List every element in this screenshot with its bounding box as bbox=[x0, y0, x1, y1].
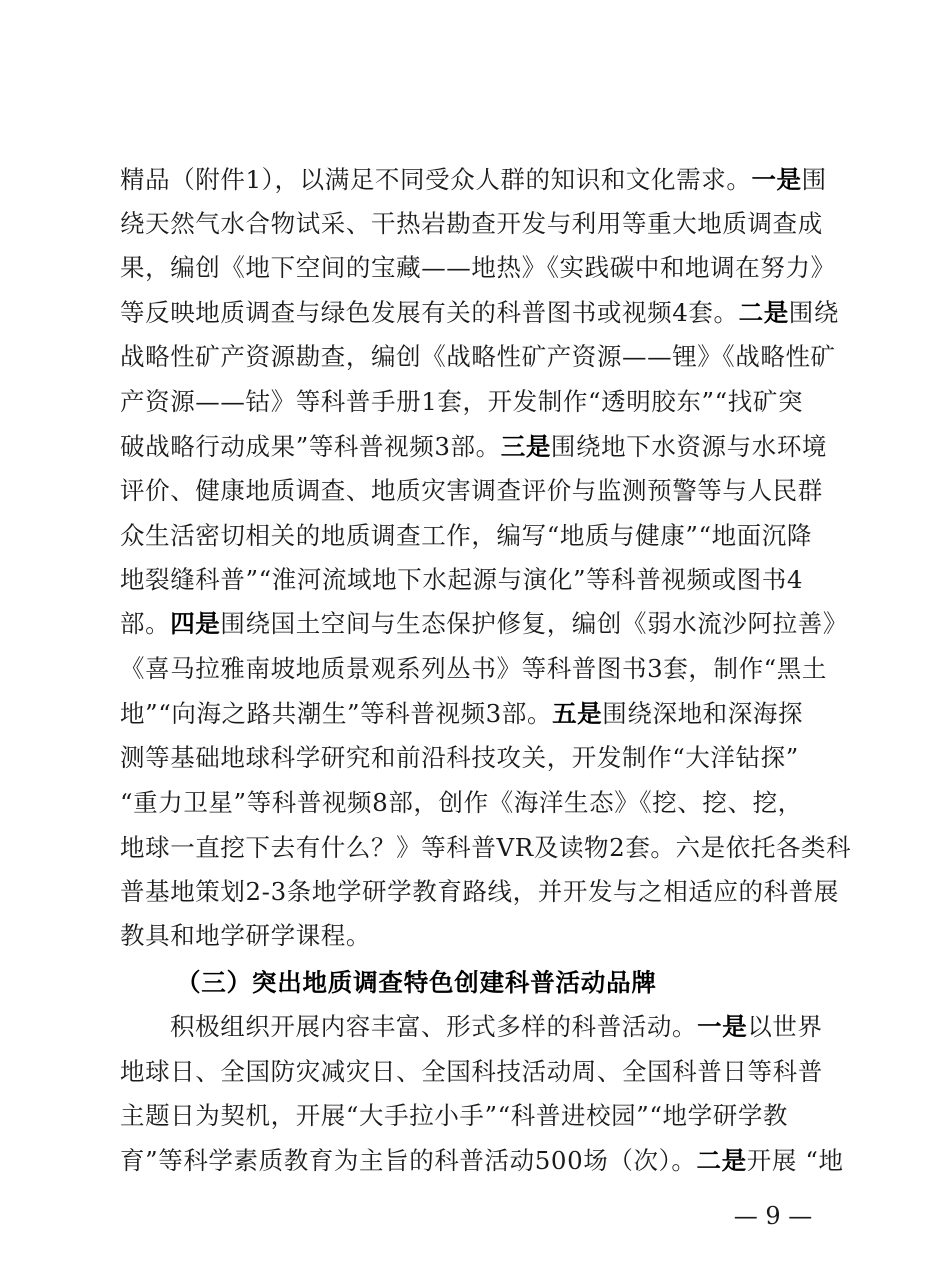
text-run: 围 bbox=[801, 165, 827, 194]
text-run: 精品（附件1），以满足不同受众人群的知识和文化需求。 bbox=[120, 165, 752, 194]
text-line bbox=[170, 1005, 832, 1049]
text-line bbox=[120, 158, 832, 202]
text-run: 围绕深地和深海探 bbox=[602, 699, 804, 728]
text-line bbox=[120, 602, 848, 646]
text-run: 围绕国土空间与生态保护修复，编创《弱水流沙阿拉善》 bbox=[220, 609, 848, 638]
emphasis: 二是 bbox=[696, 1146, 747, 1175]
emphasis: 四是 bbox=[170, 609, 221, 638]
emphasis: 三是 bbox=[500, 432, 551, 461]
emphasis: 二是 bbox=[738, 298, 789, 327]
text-line: 绕天然气水合物试采、干热岩勘查开发与利用等重大地质调查成 bbox=[120, 209, 823, 238]
section-heading: （三）突出地质调查特色创建科普活动品牌 bbox=[176, 968, 657, 997]
text-run: 地”“向海之路共潮生”等科普视频3部。 bbox=[120, 699, 553, 728]
text-line: 战略性矿产资源勘查，编创《战略性矿产资源——锂》《战略性矿 bbox=[120, 342, 836, 371]
emphasis: 一是 bbox=[697, 1012, 748, 1041]
text-line: 主题日为契机，开展“大手拉小手”“科普进校园”“地学研学教 bbox=[120, 1101, 789, 1130]
text-line: 地裂缝科普”“淮河流域地下水起源与演化”等科普视频或图书4 bbox=[120, 565, 804, 594]
text-run: 积极组织开展内容丰富、形式多样的科普活动。 bbox=[170, 1012, 698, 1041]
text-line bbox=[120, 1139, 844, 1183]
emphasis: 一是 bbox=[751, 165, 802, 194]
text-run: 破战略行动成果”等科普视频3部。 bbox=[120, 432, 501, 461]
text-line: “重力卫星”等科普视频8部，创作《海洋生态》《挖、挖、挖， bbox=[120, 788, 803, 817]
text-run: 以世界 bbox=[747, 1012, 823, 1041]
page-number: — 9 — bbox=[733, 1202, 813, 1230]
text-line: 众生活密切相关的地质调查工作，编写“地质与健康”“地面沉降 bbox=[120, 521, 812, 550]
text-line: 地球日、全国防灾减灾日、全国科技活动周、全国科普日等科普 bbox=[120, 1057, 823, 1086]
emphasis: 五是 bbox=[552, 699, 603, 728]
text-run: 围绕 bbox=[788, 298, 839, 327]
text-run: 开展 “地 bbox=[746, 1146, 844, 1175]
text-line bbox=[120, 692, 832, 736]
text-line: 《喜马拉雅南坡地质景观系列丛书》等科普图书3套，制作“黑土 bbox=[120, 654, 828, 683]
text-run: 等反映地质调查与绿色发展有关的科普图书或视频4套。 bbox=[120, 298, 739, 327]
text-line: 地球一直挖下去有什么？》等科普VR及读物2套。六是依托各类科 bbox=[120, 833, 852, 862]
text-line bbox=[120, 291, 839, 335]
text-line: 教具和地学研学课程。 bbox=[120, 921, 371, 950]
text-run: 围绕地下水资源与水环境 bbox=[550, 432, 828, 461]
text-run: 部。 bbox=[120, 609, 171, 638]
text-line: 评价、健康地质调查、地质灾害调查评价与监测预警等与人民群 bbox=[120, 476, 823, 505]
text-line: 果，编创《地下空间的宝藏——地热》《实践碳中和地调在努力》 bbox=[120, 253, 836, 282]
text-line bbox=[120, 425, 832, 469]
text-run: 育”等科学素质教育为主旨的科普活动500场（次）。 bbox=[120, 1146, 697, 1175]
text-line: 产资源——钴》等科普手册1套，开发制作“透明胶东”“找矿突 bbox=[120, 387, 804, 416]
text-line: 普基地策划2-3条地学研学教育路线，并开发与之相适应的科普展 bbox=[120, 877, 839, 906]
text-line: 测等基础地球科学研究和前沿科技攻关，开发制作“大洋钻探” bbox=[120, 743, 799, 772]
